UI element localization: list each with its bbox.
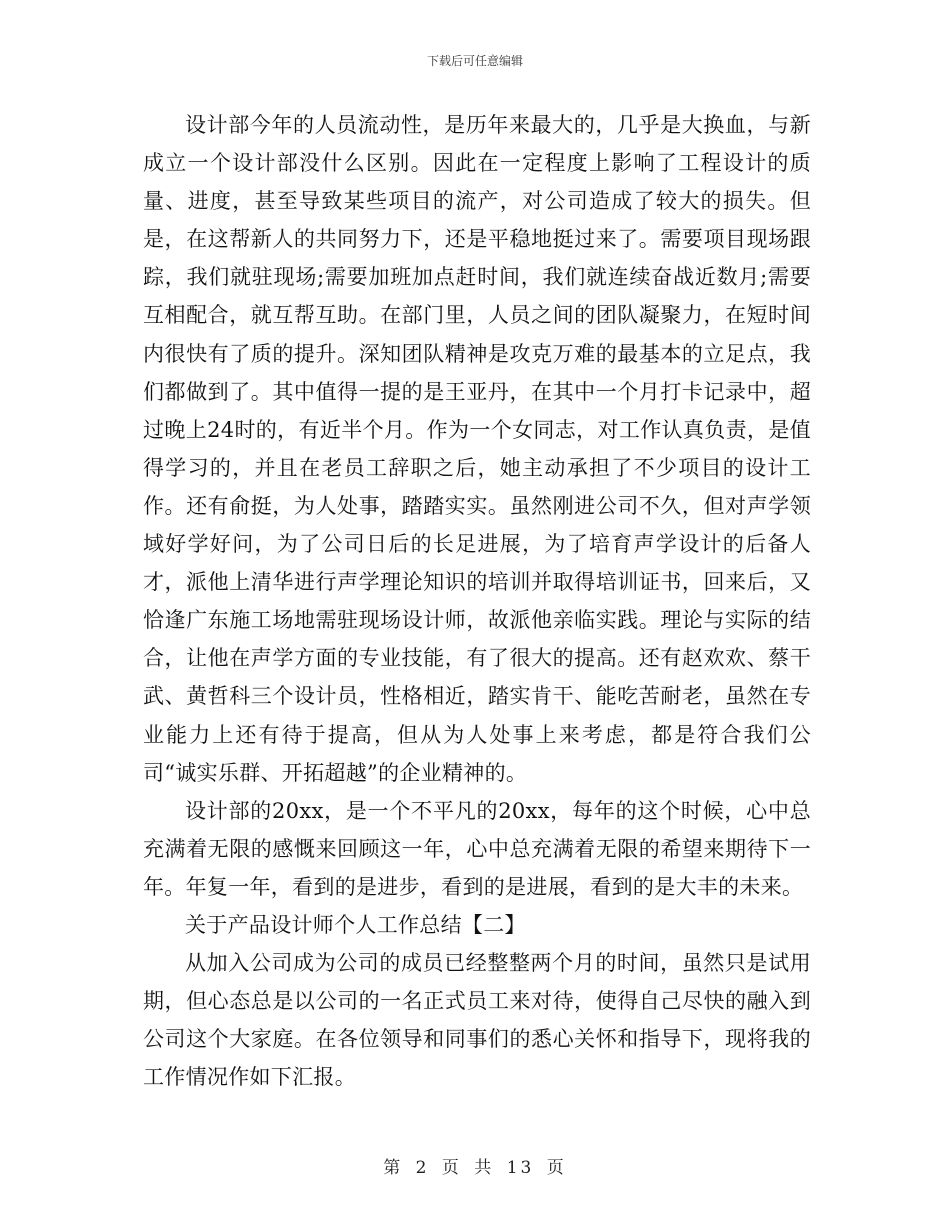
current-page-number: 2 bbox=[415, 1158, 430, 1178]
paragraph: 设计部的20xx，是一个不平凡的20xx，每年的这个时候，心中总充满着无限的感慨来回顾这一年，心中总充满着无限的希望来期待下一年。年复一年，看到的是进步，看到的是进展，看到的是大丰的未来。 bbox=[143, 798, 811, 899]
footer-prefix: 第 bbox=[383, 1158, 404, 1178]
page-footer bbox=[0, 1153, 950, 1178]
total-page-count: 13 bbox=[506, 1158, 535, 1178]
footer-suffix: 页 bbox=[546, 1158, 567, 1178]
section-heading: 关于产品设计师个人工作总结【二】 bbox=[185, 912, 526, 937]
paragraph: 设计部今年的人员流动性，是历年来最大的，几乎是大换血，与新成立一个设计部没什么区别。因此在一定程度上影响了工程设计的质量、进度，甚至导致某些项目的流产，对公司造成了较大的损失。但是，在这帮新人的共同努力下，还是平稳地挺过来了。需要项目现场跟踪，我们就驻现场;需要加班加点赶时间，我们就连续奋战近数月;需要互相配合，就互帮互助。在部门里，人员之间的团队凝聚力，在短时间内很快有了质的提升。深知团队精神是攻克万难的最基本的立足点，我们都做到了。其中值得一提的是王亚丹，在其中一个月打卡记录中，超过晚上24时的，有近半个月。作为一个女同志，对工作认真负责，是值得学习的，并且在老员工辞职之后，她主动承担了不少项目的设计工作。还有俞挺，为人处事，踏踏实实。虽然刚进公司不久，但对声学领域好学好问，为了公司日后的长足进展，为了培育声学设计的后备人才，派他上清华进行声学理论知识的培训并取得培训证书，回来后，又恰逢广东施工场地需驻现场设计师，故派他亲临实践。理论与实际的结合，让他在声学方面的专业技能，有了很大的提高。还有赵欢欢、蔡干武、黄哲科三个设计员，性格相近，踏实肯干、能吃苦耐老，虽然在专业能力上还有待于提高，但从为人处事上来考虑，都是符合我们公司“诚实乐群、开拓超越”的企业精神的。 bbox=[143, 113, 811, 785]
footer-total-word: 共 bbox=[474, 1158, 495, 1178]
document-body bbox=[143, 106, 811, 1096]
page-header: 下载后可任意编辑 bbox=[426, 54, 523, 68]
footer-page-word: 页 bbox=[441, 1158, 462, 1178]
paragraph: 从加入公司成为公司的成员已经整整两个月的时间，虽然只是试用期，但心态总是以公司的一名正式员工来对待，使得自己尽快的融入到公司这个大家庭。在各位领导和同事们的悉心关怀和指导下，现将我的工作情况作如下汇报。 bbox=[143, 951, 811, 1090]
